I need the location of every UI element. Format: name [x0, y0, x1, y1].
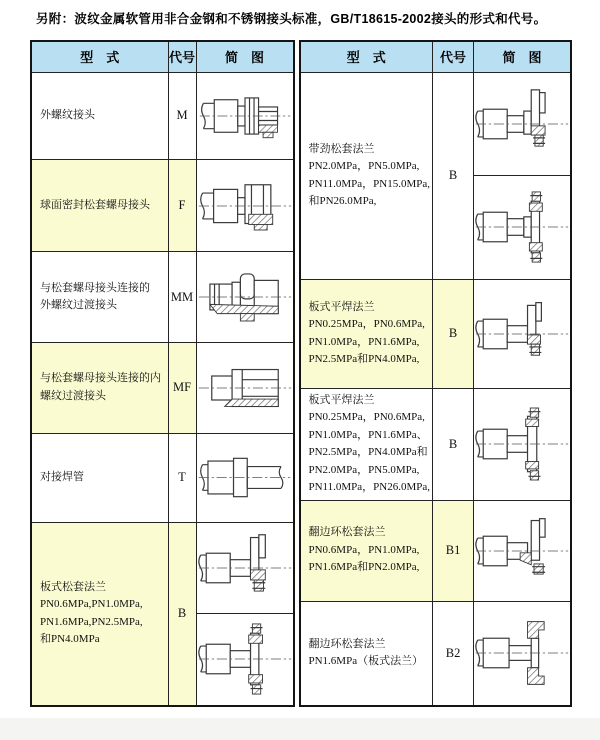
type-line: 对接焊管 [40, 471, 84, 484]
type-line: 外螺纹接头 [40, 108, 95, 121]
diagram-cell [474, 388, 572, 500]
table-row [31, 159, 294, 251]
diagram-cell [196, 159, 294, 251]
table-row [31, 72, 294, 159]
diagram-cell [474, 601, 572, 706]
table-row [300, 601, 572, 706]
neck-loose-flange-diagram [474, 85, 570, 163]
type-line: PN0.6MPa,PN1.0MPa, [40, 598, 143, 611]
diagram-holder [197, 343, 293, 433]
type-cell [31, 342, 168, 433]
column-header-diagram: 简 图 [196, 41, 294, 72]
type-line: PN0.25MPa，PN0.6MPa, [308, 318, 425, 330]
table-row [300, 500, 572, 601]
butt-weld-pipe-diagram [197, 439, 292, 516]
type-line: 板式松套法兰 [40, 580, 106, 593]
type-label [32, 367, 168, 408]
male-thread-adapter-diagram [197, 258, 293, 336]
diagram-stack [197, 523, 293, 704]
fitting-table-left [30, 40, 295, 707]
flat-weld-flange-diagram [474, 295, 570, 373]
type-line: PN2.0MPa，PN5.0MPa, [308, 160, 420, 172]
diagram-cell [474, 72, 572, 279]
code-cell: T [168, 434, 196, 522]
type-label [301, 521, 433, 580]
plate-loose-flange-section-diagram [197, 620, 293, 698]
type-line: PN0.6MPa，PN1.0MPa, [308, 543, 420, 556]
male-thread-fitting-diagram [198, 78, 292, 154]
plate-loose-flange-diagram [197, 529, 293, 607]
column-header-type: 型 式 [300, 41, 433, 72]
fitting-type-table [30, 40, 572, 707]
type-line: PN2.0MPa，PN5.0MPa, [308, 463, 420, 476]
code-cell: B2 [433, 601, 474, 706]
type-line: 带劲松套法兰 [308, 142, 375, 155]
column-header-code: 代号 [168, 41, 196, 72]
code-cell: B [168, 522, 196, 705]
diagram-cell [196, 342, 294, 433]
flare-ring-plate-flange-diagram [474, 614, 570, 692]
column-header-type: 型 式 [31, 41, 168, 72]
female-thread-adapter-diagram [197, 349, 293, 427]
table-row [300, 279, 572, 388]
type-line: 与松套螺母接头连接的 [40, 281, 150, 294]
type-line: 翻边环松套法兰 [308, 526, 386, 539]
type-line: PN0.25MPa，PN0.6MPa, [308, 411, 425, 423]
type-cell [300, 279, 433, 388]
type-line: PN2.5MPa和PN4.0MPa, [308, 353, 420, 365]
diagram-cell [474, 279, 572, 388]
code-cell: B [433, 388, 474, 500]
diagram-holder [474, 501, 570, 601]
type-cell [31, 522, 168, 705]
diagram-holder [474, 602, 570, 705]
type-line: PN1.6MPa,PN2.5MPa, [40, 615, 143, 628]
diagram-cell [196, 252, 294, 342]
type-line: 与松套螺母接头连接的内 [40, 372, 161, 385]
diagram-cell [196, 434, 294, 522]
type-cell [300, 601, 433, 706]
type-label [32, 194, 168, 218]
diagram-holder [197, 160, 293, 251]
table-row [31, 342, 294, 433]
diagram-holder [197, 613, 293, 704]
diagram-holder [197, 523, 293, 613]
type-line: 翻边环松套法兰 [308, 637, 386, 650]
type-cell [31, 159, 168, 251]
code-cell: MF [168, 342, 196, 433]
type-label [32, 277, 168, 318]
type-line: 板式平焊法兰 [308, 393, 375, 406]
type-line: 和PN4.0MPa [40, 633, 100, 646]
code-cell: B [433, 72, 474, 279]
table-row [31, 522, 294, 705]
diagram-holder [197, 73, 293, 159]
type-label [301, 633, 433, 674]
type-label [32, 576, 168, 652]
diagram-holder [474, 175, 570, 279]
code-cell: B [433, 279, 474, 388]
table-row [300, 388, 572, 500]
diagram-holder [197, 253, 293, 342]
type-line: PN1.6MPa（板式法兰） [308, 655, 424, 667]
flat-weld-flange-sym-diagram [474, 405, 570, 483]
type-label [301, 389, 433, 500]
header-row [300, 41, 572, 72]
type-label [32, 466, 168, 490]
type-line: 板式平焊法兰 [308, 300, 375, 313]
type-cell [300, 388, 433, 500]
table-row [31, 434, 294, 522]
type-line: PN11.0MPa，PN15.0MPa, [308, 177, 431, 190]
type-line: PN1.6MPa和PN2.0MPa, [308, 561, 420, 574]
type-cell [300, 500, 433, 601]
fitting-table-right [299, 40, 573, 707]
code-cell: M [168, 72, 196, 159]
neck-loose-flange-section-diagram [474, 188, 570, 266]
type-cell [300, 72, 433, 279]
diagram-stack [474, 73, 570, 279]
diagram-cell [474, 500, 572, 601]
type-line: 外螺纹过渡接头 [40, 299, 117, 312]
page-title: 另附：波纹金属软管用非合金钢和不锈钢接头标准，GB/T18615-2002接头的形式和代号。 [36, 12, 547, 26]
sphere-seal-swivel-nut-fitting-diagram [197, 167, 293, 245]
type-label [301, 138, 433, 214]
type-cell [31, 252, 168, 342]
diagram-holder [197, 434, 293, 521]
table-row [31, 252, 294, 342]
type-cell [31, 72, 168, 159]
diagram-holder [474, 391, 570, 498]
type-label [301, 296, 433, 372]
type-line: PN1.0MPa，PN1.6MPa, [308, 335, 420, 348]
flare-ring-loose-flange-diagram [474, 512, 570, 590]
diagram-cell [196, 72, 294, 159]
type-label [32, 104, 168, 128]
column-header-code: 代号 [433, 41, 474, 72]
type-line: 和PN26.0MPa, [308, 195, 377, 207]
code-cell: B1 [433, 500, 474, 601]
type-line: 球面密封松套螺母接头 [40, 198, 150, 211]
type-line: PN1.0MPa，PN1.6MPa、 [308, 428, 428, 441]
header-row [31, 41, 294, 72]
diagram-holder [474, 280, 570, 388]
table-row [300, 72, 572, 279]
code-cell: F [168, 159, 196, 251]
type-line: PN2.5MPa，PN4.0MPa和 [308, 446, 428, 458]
diagram-holder [474, 73, 570, 176]
page-bottom-margin [0, 718, 600, 740]
type-cell [31, 434, 168, 522]
type-line: PN11.0MPa，PN26.0MPa, [308, 481, 431, 493]
code-cell: MM [168, 252, 196, 342]
column-header-diagram: 简 图 [474, 41, 572, 72]
type-line: 螺纹过渡接头 [40, 389, 106, 402]
diagram-cell [196, 522, 294, 705]
